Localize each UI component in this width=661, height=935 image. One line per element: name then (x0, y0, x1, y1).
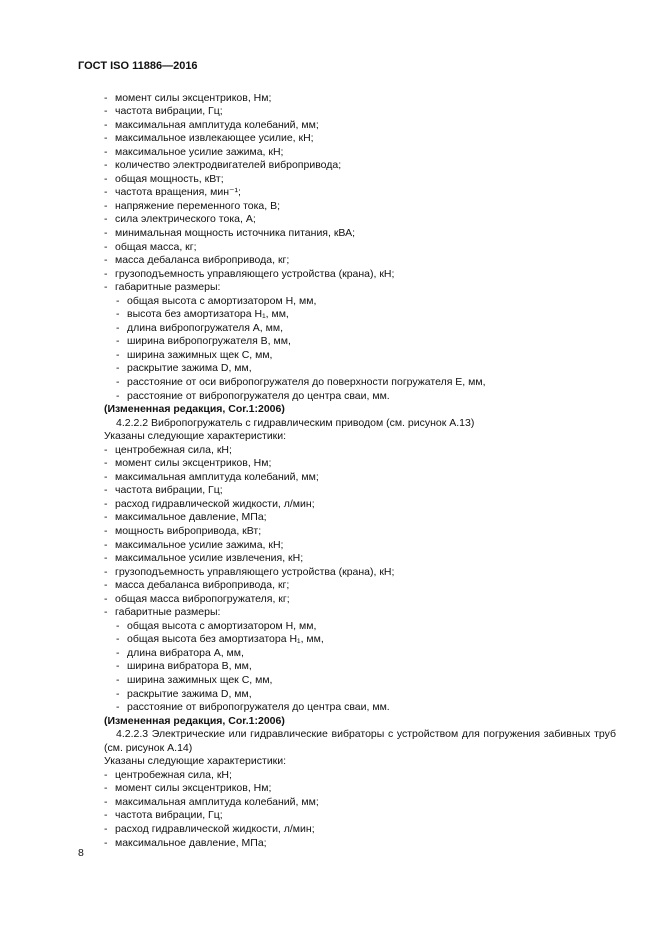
list-item (104, 146, 616, 160)
list-item-text: общая высота без амортизатора H₁, мм, (127, 633, 324, 646)
sub-list-item (104, 390, 616, 404)
list-item-text: максимальная амплитуда колебаний, мм; (115, 470, 319, 483)
list-item (104, 484, 616, 498)
sub-list-item (104, 295, 616, 309)
sub-list-item (104, 688, 616, 702)
list-item (104, 511, 616, 525)
list-item (104, 92, 616, 106)
list-item (104, 132, 616, 146)
list-item-text: высота без амортизатора H₁, мм, (127, 308, 289, 321)
paragraph: Указаны следующие характеристики: (104, 755, 287, 768)
list-item-text: максимальная амплитуда колебаний, мм; (115, 795, 319, 808)
list-item (104, 539, 616, 553)
list-item-text: габаритные размеры: (115, 281, 221, 294)
list-item (104, 498, 616, 512)
list-item-text: расход гидравлической жидкости, л/мин; (115, 823, 315, 836)
list-item-text: частота вибрации, Гц; (115, 809, 223, 822)
list-item-text: общая высота с амортизатором H, мм, (127, 619, 317, 632)
list-dash: - (104, 538, 108, 551)
list-item-text: частота вибрации, Гц; (115, 484, 223, 497)
list-item (104, 552, 616, 566)
list-item-text: общая мощность, кВт; (115, 172, 224, 185)
list-dash: - (116, 687, 120, 700)
sub-list-item (104, 362, 616, 376)
list-item (104, 444, 616, 458)
list-item-text: центробежная сила, кН; (115, 443, 232, 456)
list-dash: - (104, 470, 108, 483)
list-dash: - (116, 660, 120, 673)
list-item-text: ширина зажимных щек C, мм, (127, 348, 273, 361)
list-item (104, 823, 616, 837)
list-item (104, 809, 616, 823)
list-dash: - (104, 809, 108, 822)
list-dash: - (116, 308, 120, 321)
list-dash: - (104, 91, 108, 104)
list-item-text: сила электрического тока, А; (115, 213, 256, 226)
list-dash: - (104, 795, 108, 808)
list-item (104, 213, 616, 227)
list-item (104, 525, 616, 539)
list-dash: - (116, 619, 120, 632)
list-dash: - (104, 484, 108, 497)
list-item (104, 173, 616, 187)
page-number: 8 (78, 847, 84, 859)
list-item-text: общая масса, кг; (115, 240, 197, 253)
list-dash: - (116, 389, 120, 402)
list-dash: - (104, 579, 108, 592)
list-item-text: минимальная мощность источника питания, кВА; (115, 226, 355, 239)
list-item (104, 159, 616, 173)
list-dash: - (104, 443, 108, 456)
list-item (104, 200, 616, 214)
list-item (104, 268, 616, 282)
list-dash: - (104, 281, 108, 294)
sub-list-item (104, 660, 616, 674)
list-dash: - (104, 267, 108, 280)
list-item-text: количество электродвигателей вибропривода; (115, 159, 342, 172)
list-item-text: длина вибратора A, мм, (127, 646, 244, 659)
list-dash: - (104, 511, 108, 524)
list-item (104, 796, 616, 810)
list-item-text: общая высота с амортизатором H, мм, (127, 294, 317, 307)
list-dash: - (116, 674, 120, 687)
list-dash: - (104, 172, 108, 185)
list-item-text: масса дебаланса вибропривода, кг; (115, 579, 290, 592)
sub-list-item (104, 633, 616, 647)
list-item-text: длина вибропогружателя A, мм, (127, 321, 283, 334)
list-dash: - (104, 226, 108, 239)
list-item-text: максимальная амплитуда колебаний, мм; (115, 118, 319, 131)
sub-list-item (104, 335, 616, 349)
list-item-text: максимальное усилие извлечения, кН; (115, 552, 304, 565)
list-dash: - (104, 240, 108, 253)
sub-list-item (104, 322, 616, 336)
sub-list-item (104, 647, 616, 661)
sub-list-item (104, 376, 616, 390)
amendment-note: (Измененная редакция, Cor.1:2006) (104, 714, 285, 727)
list-item-text: частота вибрации, Гц; (115, 105, 223, 118)
list-dash: - (104, 199, 108, 212)
list-item-text: максимальное усилие зажима, кН; (115, 538, 284, 551)
list-item (104, 471, 616, 485)
list-dash: - (104, 159, 108, 172)
list-dash: - (104, 782, 108, 795)
list-item (104, 769, 616, 783)
list-item-text: раскрытие зажима D, мм, (127, 362, 252, 375)
list-dash: - (104, 118, 108, 131)
list-item (104, 241, 616, 255)
list-item-text: максимальное усилие зажима, кН; (115, 145, 284, 158)
paragraph: Указаны следующие характеристики: (104, 430, 287, 443)
list-item-text: максимальное давление, МПа; (115, 511, 267, 524)
list-dash: - (104, 768, 108, 781)
list-dash: - (116, 294, 120, 307)
list-item (104, 837, 616, 851)
list-item-text: момент силы эксцентриков, Нм; (115, 457, 272, 470)
sub-list-item (104, 308, 616, 322)
list-dash: - (104, 592, 108, 605)
list-dash: - (116, 375, 120, 388)
list-item-text: момент силы эксцентриков, Нм; (115, 782, 272, 795)
list-dash: - (116, 362, 120, 375)
list-item (104, 457, 616, 471)
list-item (104, 782, 616, 796)
list-item (104, 566, 616, 580)
list-item (104, 281, 616, 295)
list-item (104, 579, 616, 593)
list-item-text: грузоподъемность управляющего устройства (крана), кН; (115, 267, 395, 280)
list-item (104, 105, 616, 119)
list-dash: - (104, 606, 108, 619)
list-dash: - (104, 254, 108, 267)
list-dash: - (116, 633, 120, 646)
list-item (104, 119, 616, 133)
sub-list-item (104, 349, 616, 363)
list-item-text: максимальное давление, МПа; (115, 836, 267, 849)
list-item-text: ширина вибратора B, мм, (127, 660, 252, 673)
list-dash: - (104, 132, 108, 145)
list-item-text: масса дебаланса вибропривода, кг; (115, 254, 290, 267)
amendment-note: (Измененная редакция, Cor.1:2006) (104, 403, 285, 416)
list-item-text: момент силы эксцентриков, Нм; (115, 91, 272, 104)
list-dash: - (104, 213, 108, 226)
list-dash: - (116, 335, 120, 348)
list-dash: - (104, 823, 108, 836)
list-dash: - (116, 348, 120, 361)
list-dash: - (104, 145, 108, 158)
list-dash: - (116, 701, 120, 714)
list-dash: - (104, 836, 108, 849)
document-body (104, 92, 616, 851)
section-heading: 4.2.2.3 Электрические или гидравлические вибраторы с устройством для погружения забивных труб (см. рисунок А.14) (104, 728, 616, 754)
list-dash: - (104, 525, 108, 537)
list-dash: - (104, 105, 108, 118)
list-item-text: мощность вибропривода, кВт; (115, 525, 262, 537)
list-item-text: ширина вибропогружателя B, мм, (127, 335, 291, 348)
list-item-text: напряжение переменного тока, В; (115, 199, 281, 212)
list-dash: - (104, 552, 108, 565)
list-item-text: расстояние от вибропогружателя до центра сваи, мм. (127, 701, 390, 714)
list-item-text: расстояние от оси вибропогружателя до поверхности погружателя E, мм, (127, 375, 486, 388)
sub-list-item (104, 701, 616, 715)
list-item (104, 227, 616, 241)
list-item-text: максимальное извлекающее усилие, кН; (115, 132, 314, 145)
list-item-text: общая масса вибропогружателя, кг; (115, 592, 290, 605)
list-item (104, 593, 616, 607)
list-item (104, 606, 616, 620)
list-dash: - (104, 565, 108, 578)
sub-list-item (104, 674, 616, 688)
list-item (104, 254, 616, 268)
list-dash: - (104, 457, 108, 470)
sub-list-item (104, 620, 616, 634)
document-header: ГОСТ ISO 11886—2016 (78, 60, 198, 72)
list-dash: - (104, 497, 108, 510)
list-item-text: ширина зажимных щек C, мм, (127, 674, 273, 687)
list-item-text: раскрытие зажима D, мм, (127, 687, 252, 700)
list-item-text: центробежная сила, кН; (115, 768, 232, 781)
list-item-text: габаритные размеры: (115, 606, 221, 619)
list-dash: - (116, 321, 120, 334)
list-item-text: частота вращения, мин⁻¹; (115, 186, 241, 199)
list-item-text: расстояние от вибропогружателя до центра сваи, мм. (127, 389, 390, 402)
list-dash: - (116, 646, 120, 659)
section-heading: 4.2.2.2 Вибропогружатель с гидравлическим приводом (см. рисунок А.13) (116, 416, 475, 429)
list-item-text: грузоподъемность управляющего устройства (крана), кН; (115, 565, 395, 578)
list-item-text: расход гидравлической жидкости, л/мин; (115, 497, 315, 510)
list-dash: - (104, 186, 108, 199)
list-item (104, 186, 616, 200)
